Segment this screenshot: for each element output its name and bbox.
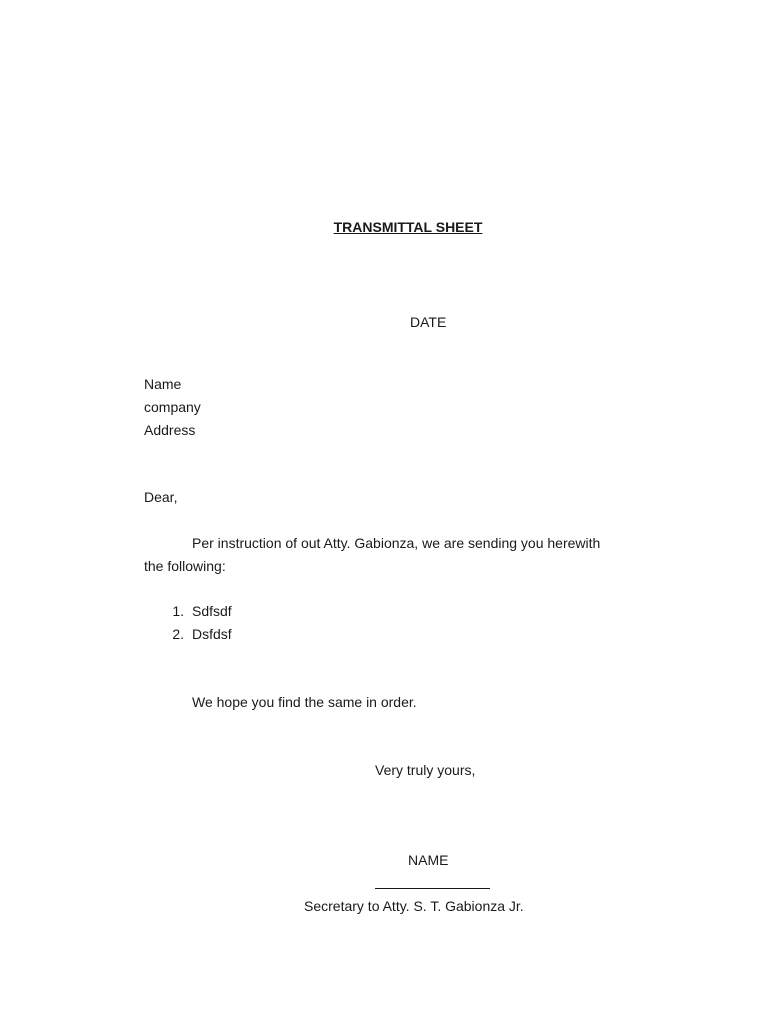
list-item-text: Dsfdsf bbox=[192, 626, 232, 642]
document-title: TRANSMITTAL SHEET bbox=[333, 219, 483, 235]
recipient-address: Address bbox=[144, 422, 196, 438]
signatory-name: NAME bbox=[408, 852, 449, 868]
salutation: Dear, bbox=[144, 489, 178, 505]
recipient-name: Name bbox=[144, 376, 182, 392]
list-item-number: 1. bbox=[172, 603, 184, 619]
date-line: DATE bbox=[410, 314, 447, 330]
list-item-number: 2. bbox=[172, 626, 184, 642]
body-paragraph-line-1: Per instruction of out Atty. Gabionza, we are sending you herewith bbox=[192, 535, 601, 551]
list-item-text: Sdfsdf bbox=[192, 603, 232, 619]
signatory-title: Secretary to Atty. S. T. Gabionza Jr. bbox=[304, 898, 524, 914]
recipient-company: company bbox=[144, 399, 201, 415]
signature-line bbox=[375, 888, 490, 889]
complimentary-close: Very truly yours, bbox=[375, 762, 476, 778]
body-paragraph-line-2: the following: bbox=[144, 558, 226, 574]
closing-sentence: We hope you find the same in order. bbox=[192, 694, 417, 710]
